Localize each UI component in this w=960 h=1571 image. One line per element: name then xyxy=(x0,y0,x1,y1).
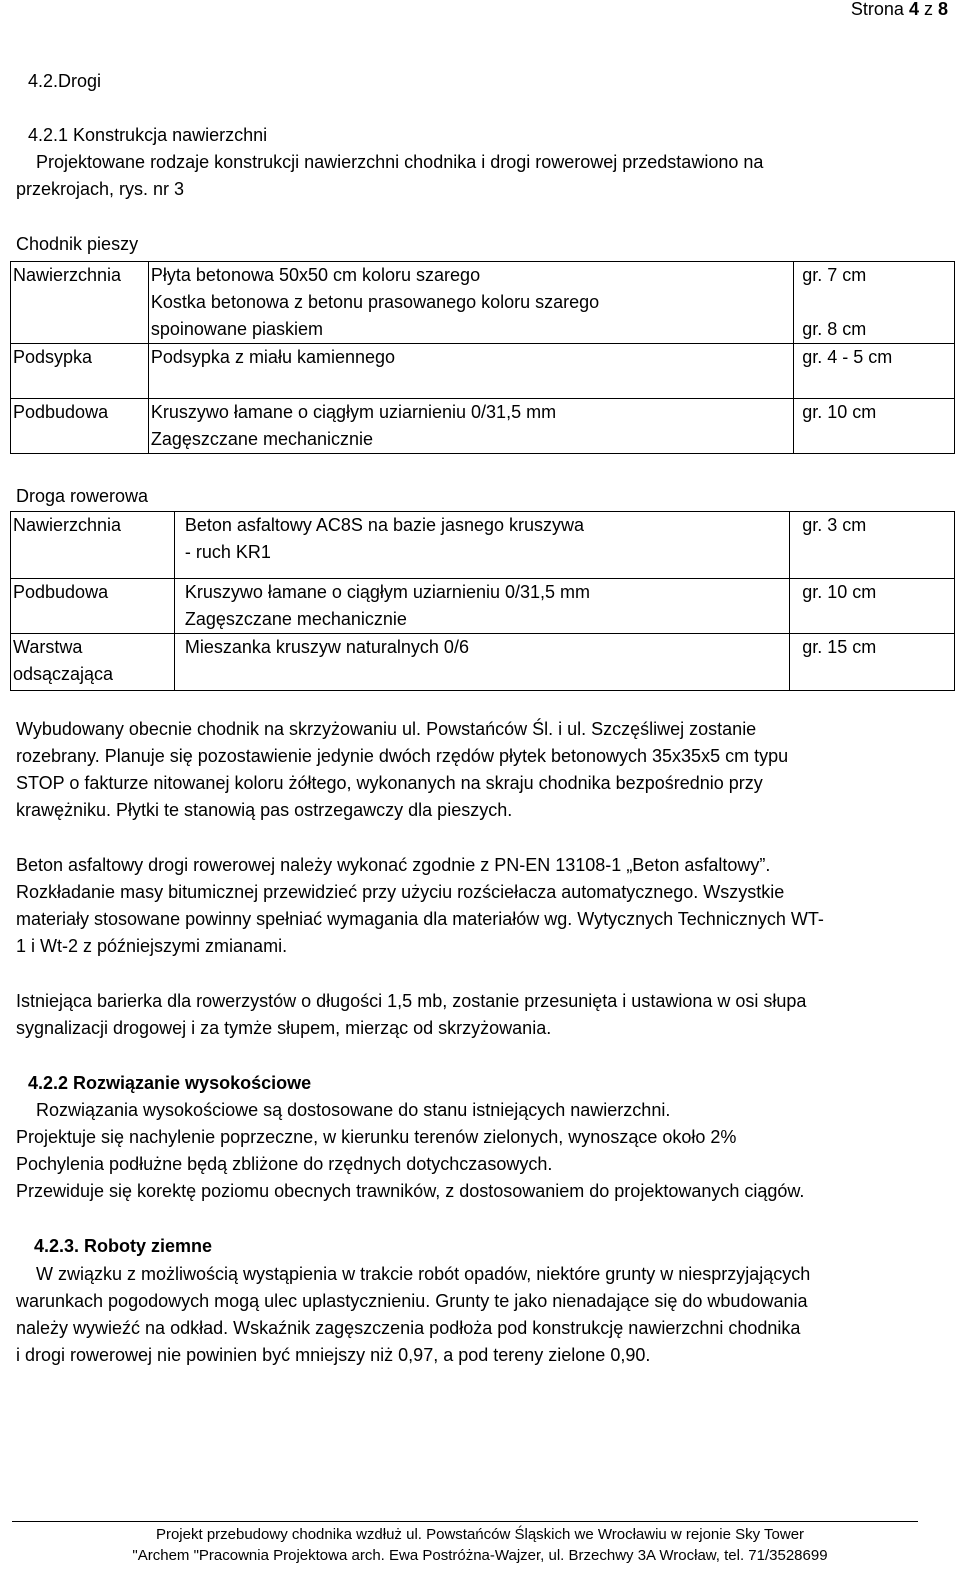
droga-title: Droga rowerowa xyxy=(16,486,149,506)
layer-cell: Podbudowa xyxy=(11,399,149,454)
table-row xyxy=(11,262,955,344)
paragraph-line: i drogi rowerowej nie powinien być mniejszy niż 0,97, a pod tereny zielone 0,90. xyxy=(16,1345,651,1365)
section-title: 4.2.Drogi xyxy=(28,71,102,91)
table-row xyxy=(11,399,955,454)
layer-cell: Podbudowa xyxy=(11,579,175,634)
thickness-cell: gr. 7 cm gr. 8 cm xyxy=(794,262,955,344)
table-row xyxy=(11,634,955,691)
subsection-title: 4.2.3. Roboty ziemne xyxy=(34,1236,213,1256)
desc-cell: Podsypka z miału kamiennego xyxy=(148,344,793,399)
chodnik-table xyxy=(10,261,955,454)
paragraph-line: Rozkładanie masy bitumicznej przewidzieć przy użyciu rozściełacza automatycznego. Wszystkie xyxy=(16,882,785,902)
paragraph-line: warunkach pogodowych mogą ulec uplastycznieniu. Grunty te jako nienadające się do wbudowania xyxy=(16,1291,808,1311)
thickness-cell: gr. 10 cm xyxy=(794,399,955,454)
intro-line: przekrojach, rys. nr 3 xyxy=(16,179,185,199)
paragraph-line: Projektuje się nachylenie poprzeczne, w kierunku terenów zielonych, wynoszące około 2% xyxy=(16,1127,737,1147)
paragraph-line: Beton asfaltowy drogi rowerowej należy wykonać zgodnie z PN-EN 13108-1 „Beton asfaltowy”. xyxy=(16,855,771,875)
paragraph-line: sygnalizacji drogowej i za tymże słupem, mierząc od skrzyżowania. xyxy=(16,1018,552,1038)
paragraph-line: Istniejąca barierka dla rowerzystów o długości 1,5 mb, zostanie przesunięta i ustawiona w osi słupa xyxy=(16,991,807,1011)
paragraph-line: rozebrany. Planuje się pozostawienie jedynie dwóch rzędów płytek betonowych 35x35x5 cm typu xyxy=(16,746,789,766)
paragraph-line: Wybudowany obecnie chodnik na skrzyżowaniu ul. Powstańców Śl. i ul. Szczęśliwej zostanie xyxy=(16,719,757,739)
footer-divider xyxy=(12,1521,918,1522)
layer-cell: Nawierzchnia xyxy=(11,262,149,344)
desc-cell: Kruszywo łamane o ciągłym uziarnieniu 0/31,5 mm Zagęszczane mechanicznie xyxy=(174,579,789,634)
paragraph-line: Przewiduje się korektę poziomu obecnych trawników, z dostosowaniem do projektowanych ciągów. xyxy=(16,1181,805,1201)
paragraph-line: materiały stosowane powinny spełniać wymagania dla materiałów wg. Wytycznych Technicznych WT- xyxy=(16,909,824,929)
intro-line: Projektowane rodzaje konstrukcji nawierzchni chodnika i drogi rowerowej przedstawiono na xyxy=(36,152,764,172)
paragraph-line: Pochylenia podłużne będą zbliżone do rzędnych dotychczasowych. xyxy=(16,1154,553,1174)
table-row xyxy=(11,579,955,634)
thickness-cell: gr. 3 cm xyxy=(790,512,955,579)
chodnik-title: Chodnik pieszy xyxy=(16,234,139,254)
paragraph-line: STOP o fakturze nitowanej koloru żółtego, wykonanych na skraju chodnika bezpośrednio przy xyxy=(16,773,763,793)
page-number: Strona 4 z 8 xyxy=(850,0,948,19)
table-row xyxy=(11,344,955,399)
desc-cell: Mieszanka kruszyw naturalnych 0/6 xyxy=(174,634,789,691)
subsection-title: 4.2.1 Konstrukcja nawierzchni xyxy=(28,125,268,145)
thickness-cell: gr. 15 cm xyxy=(790,634,955,691)
paragraph-line: Rozwiązania wysokościowe są dostosowane do stanu istniejących nawierzchni. xyxy=(36,1100,671,1120)
paragraph-line: W związku z możliwością wystąpienia w trakcie robót opadów, niektóre grunty w niesprzyjających xyxy=(36,1264,811,1284)
subsection-title: 4.2.2 Rozwiązanie wysokościowe xyxy=(28,1073,312,1093)
layer-cell: Podsypka xyxy=(11,344,149,399)
layer-cell: Nawierzchnia xyxy=(11,512,175,579)
desc-cell: Płyta betonowa 50x50 cm koloru szarego Kostka betonowa z betonu prasowanego koloru szarego spoinowane piaskiem xyxy=(148,262,793,344)
layer-cell: Warstwa odsączająca xyxy=(11,634,175,691)
table-row xyxy=(11,512,955,579)
desc-cell: Beton asfaltowy AC8S na bazie jasnego kruszywa - ruch KR1 xyxy=(174,512,789,579)
paragraph-line: krawężniku. Płytki te stanowią pas ostrzegawczy dla pieszych. xyxy=(16,800,513,820)
footer-line: Projekt przebudowy chodnika wzdłuż ul. Powstańców Śląskich we Wrocławiu w rejonie Sky Tower xyxy=(155,1526,805,1543)
paragraph-line: należy wywieźć na odkład. Wskaźnik zagęszczenia podłoża pod konstrukcję nawierzchni chodnika xyxy=(16,1318,801,1338)
paragraph-line: 1 i Wt-2 z późniejszymi zmianami. xyxy=(16,936,288,956)
thickness-cell: gr. 10 cm xyxy=(790,579,955,634)
footer-line: "Archem "Pracownia Projektowa arch. Ewa Postróżna-Wajzer, ul. Brzechwy 3A Wrocław, tel. 71/3528699 xyxy=(132,1547,828,1564)
desc-cell: Kruszywo łamane o ciągłym uziarnieniu 0/31,5 mm Zagęszczane mechanicznie xyxy=(148,399,793,454)
droga-table xyxy=(10,511,955,691)
thickness-cell: gr. 4 - 5 cm xyxy=(794,344,955,399)
